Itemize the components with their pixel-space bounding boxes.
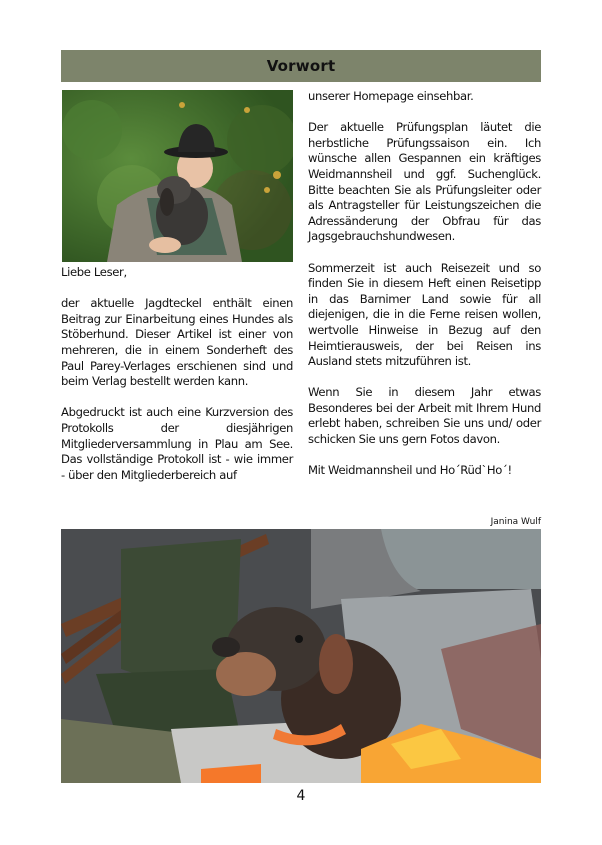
photo-woman-with-dachshund <box>62 90 293 262</box>
greeting: Liebe Leser, <box>61 265 127 279</box>
section-header-bar <box>61 50 541 82</box>
page-number: 4 <box>296 788 306 804</box>
paragraph: Sommerzeit ist auch Reisezeit und so finden Sie in diesem Heft einen Reisetipp in das Barnimer Land sowie für all diejenigen, die in die Ferne reisen wollen, wertvolle Hinweise in Bezug auf den Heimtierausweis, der bei Reisen ins Ausland stets mitzuführen ist. <box>308 260 541 369</box>
paragraph: Der aktuelle Prüfungsplan läutet die herbstliche Prüfungssaison ein. Ich wünsche allen Gespannen ein kräftiges Weidmannsheil und ggf. Suchenglück. Bitte beachten Sie als Prüfungsleiter oder als Antragsteller für Leistungszeichen die Adressänderung der Obfrau für das Jagsgebrauchshundwesen. <box>308 120 541 244</box>
author-signature: Janina Wulf <box>490 517 541 527</box>
left-text-column <box>61 265 293 483</box>
closing-line: Mit Weidmannsheil und Ho´Rüd`Ho´! <box>308 463 512 478</box>
photo-dachshund-in-car <box>61 529 541 783</box>
paragraph: Wenn Sie in diesem Jahr etwas Besonderes bei der Arbeit mit Ihrem Hund erlebt haben, schreiben Sie uns und/ oder schicken Sie uns gern Fotos davon. <box>308 385 541 447</box>
paragraph: unserer Homepage einsehbar. <box>308 89 474 103</box>
section-title: Vorwort <box>266 57 336 75</box>
paragraph: Abgedruckt ist auch eine Kurzversion des Protokolls der diesjährigen Mitgliederversammlung in Plau am See. Das vollständige Protokoll ist - wie immer - über den Mitgliederbereich auf <box>61 405 293 482</box>
paragraph: der aktuelle Jagdteckel enthält einen Beitrag zur Einarbeitung eines Hundes als Stöberhund. Dieser Artikel ist einer von mehreren, die in einem Sonderheft des Paul Parey-Verlages erschienen sind und beim Verlag bestellt werden kann. <box>61 296 293 389</box>
right-text-column <box>308 89 541 479</box>
